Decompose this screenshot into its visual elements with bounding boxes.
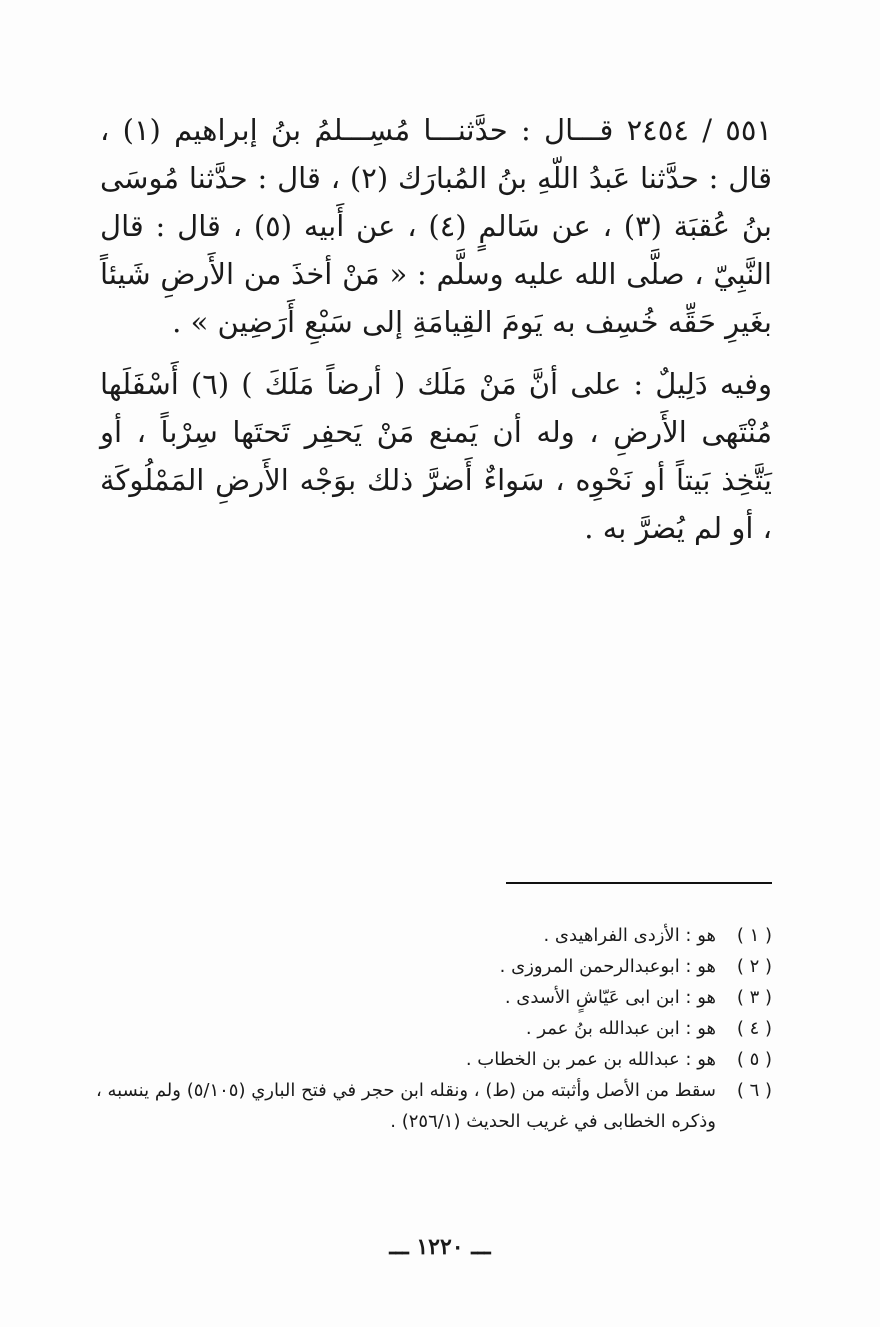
footnote-number: ( ٤ ) <box>736 1018 772 1039</box>
footnote-text: هو : عبدالله بن عمر بن الخطاب . <box>465 1049 716 1070</box>
footnote-text: هو : ابن عبدالله بنُ عمر . <box>525 1018 716 1039</box>
main-text <box>100 106 772 552</box>
footnote-item <box>80 920 772 951</box>
footnote-item <box>80 1044 772 1075</box>
footnote-number: ( ٦ ) <box>736 1080 772 1101</box>
footnote-number: ( ١ ) <box>736 925 772 946</box>
page-number: ـــ ١٢٢٠ ـــ <box>389 1234 491 1260</box>
footnote-item <box>80 951 772 982</box>
footnote-divider <box>506 882 772 884</box>
footnote-number: ( ٢ ) <box>736 956 772 977</box>
hadith-paragraph: ٥٥١ / ٢٤٥٤ قـــال : حدَّثنـــا مُسِـــلمُ بنُ إبراهيم (١) ، قال : حدَّثنا عَبدُ اللّهِ بنُ المُبارَك (٢) ، قال : حدَّثنا مُوسَى بنُ عُقبَة (٣) ، عن سَالمٍ (٤) ، عن أَبيه (٥) ، قال : قال النَّبِيّ ، صلَّى الله عليه وسلَّم : « مَنْ أخذَ من الأَرضِ شَيئاً بغَيرِ حَقِّه خُسِف به يَومَ القِيامَةِ إلى سَبْعِ أَرَضِين » . <box>100 113 772 339</box>
footnote-text: هو : ابوعبدالرحمن المروزى . <box>499 956 716 977</box>
footnote-text: هو : الأزدى الفراهيدى . <box>543 925 716 946</box>
footnote-number: ( ٥ ) <box>736 1049 772 1070</box>
footnote-number: ( ٣ ) <box>736 987 772 1008</box>
footnote-item <box>80 1075 772 1137</box>
commentary-paragraph: وفيه دَلِيلٌ : على أنَّ مَنْ مَلَك ( أرضاً مَلَكَ ) (٦) أَسْفَلَها مُنْتَهى الأَرضِ ، وله أن يَمنع مَنْ يَحفِر تَحتَها سِرْباً ، أو يَتَّخِذ بَيتاً أو نَحْوِه ، سَواءٌ أَضرَّ ذلك بوَجْه الأَرضِ المَمْلُوكَة ، أو لم يُضرَّ به . <box>100 367 772 545</box>
footnote-item <box>80 982 772 1013</box>
footnote-text: هو : ابن ابى عَيّاشٍ الأسدى . <box>504 987 716 1008</box>
footnote-item <box>80 1013 772 1044</box>
footnote-text: سقط من الأصل وأثبته من (ط) ، ونقله ابن حجر في فتح الباري (٥/١٠٥) ولم ينسبه ، وذكره الخطابى في غريب الحديث (٢٥٦/١) . <box>95 1080 716 1132</box>
footnotes <box>80 920 772 1137</box>
